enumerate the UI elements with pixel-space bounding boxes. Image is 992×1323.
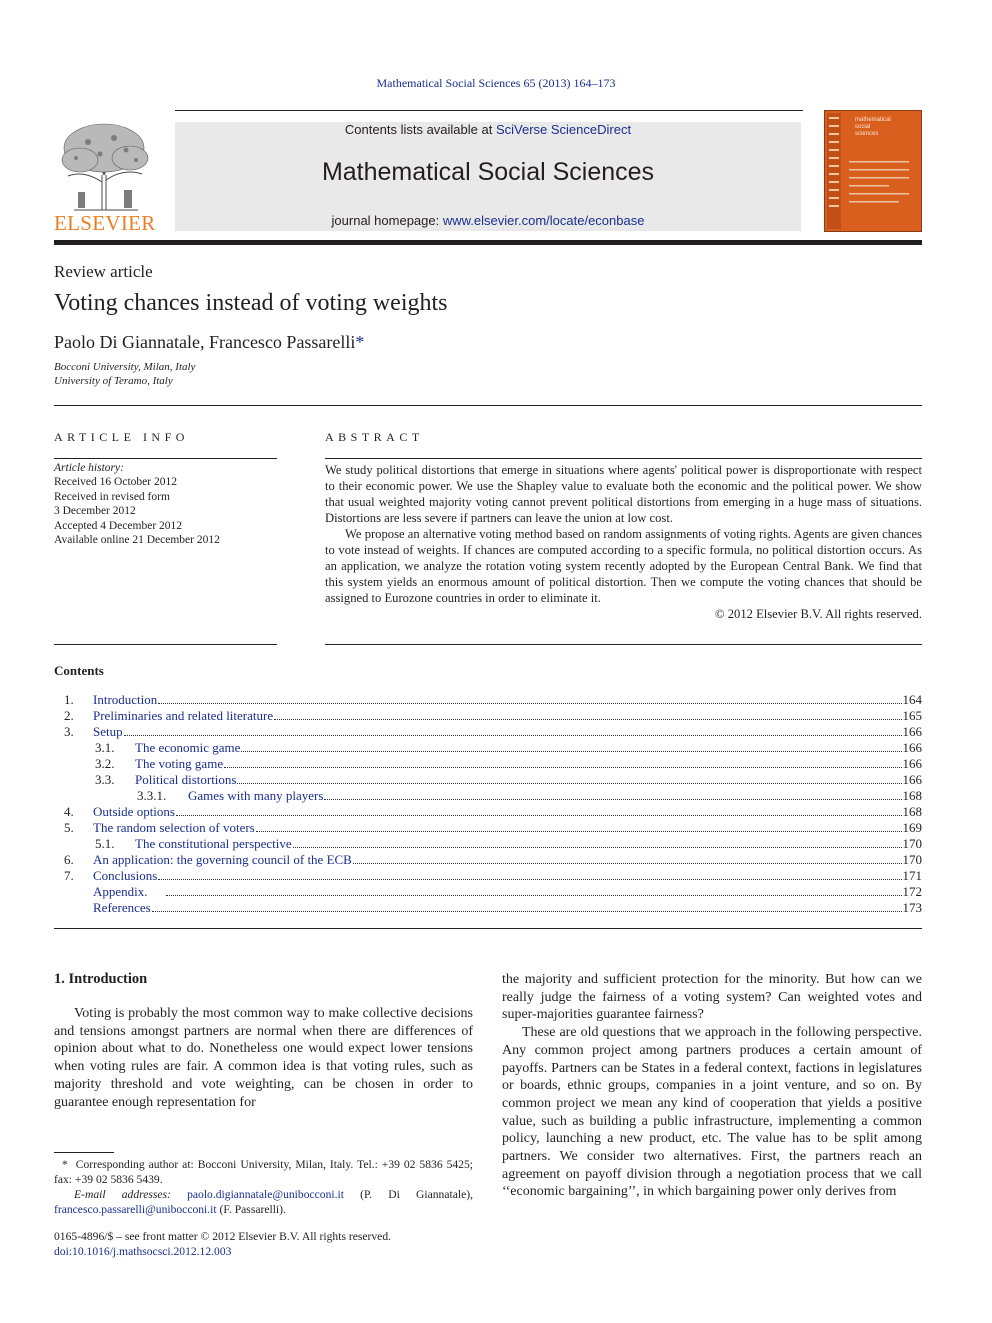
issn-line: 0165-4896/$ – see front matter © 2012 Elsevier B.V. All rights reserved.	[54, 1230, 392, 1243]
toc-row[interactable]	[0, 756, 924, 772]
divider	[54, 644, 277, 645]
toc-row[interactable]	[0, 692, 924, 708]
toc-page: 168	[902, 804, 922, 819]
toc-row[interactable]	[0, 868, 924, 884]
history-line: Received 16 October 2012	[54, 476, 177, 489]
header-top-rule	[175, 110, 803, 111]
sciencedirect-link[interactable]: SciVerse ScienceDirect	[495, 122, 632, 137]
affiliation: University of Teramo, Italy	[54, 375, 173, 387]
abstract-paragraph: We study political distortions that emerge in situations where agents' political power is disproportionate with respect to their economic power. We use the Shapley value to evaluate both the economic and the political power. We show that usual weighted majority voting cannot prevent political distortions from emerging in a huge mass of situations. Distortions are less severe if partners can leave the union at low cost.	[325, 463, 922, 525]
toc-number: 3.2.	[95, 756, 115, 771]
email-label: E-mail addresses:	[74, 1188, 171, 1201]
toc-page: 166	[902, 756, 922, 771]
toc-link[interactable]: The constitutional perspective	[135, 836, 292, 851]
corresponding-author-mark[interactable]: *	[355, 332, 365, 352]
toc-page: 170	[902, 852, 922, 867]
body-paragraph: Voting is probably the most common way to make collective decisions and tensions amongst partners are normal when there are differences of opinion about what to do. Nonetheless one would expect lower tensions when voting rules are fair. A common idea is that voting rules, such as majority threshold and vote weighting, can be chosen in order to guarantee enough representation for	[54, 1006, 473, 1110]
toc-link[interactable]: Conclusions	[93, 868, 158, 883]
contents-available-line: Contents lists available at SciVerse ScienceDirect	[344, 122, 632, 137]
divider	[54, 458, 277, 459]
email-link[interactable]: francesco.passarelli@unibocconi.it	[54, 1203, 217, 1216]
toc-number: 3.3.1.	[137, 788, 167, 803]
toc-link[interactable]: Outside options	[93, 804, 175, 819]
toc-link[interactable]: Games with many players	[188, 788, 324, 803]
article-history-label: Article history:	[54, 462, 124, 474]
body-column-right	[502, 971, 922, 1201]
toc-page: 166	[902, 772, 922, 787]
toc-page: 171	[902, 868, 922, 883]
elsevier-logo-text: ELSEVIER	[54, 211, 156, 235]
toc-page: 168	[902, 788, 922, 803]
toc-page: 164	[902, 692, 922, 707]
toc-number: 3.3.	[95, 772, 115, 787]
toc-row[interactable]	[0, 820, 924, 836]
journal-title: Mathematical Social Sciences	[321, 158, 655, 186]
toc-row[interactable]	[0, 804, 924, 820]
homepage-link[interactable]: www.elsevier.com/locate/econbase	[442, 213, 645, 228]
section-heading-introduction: 1. Introduction	[54, 971, 148, 987]
toc-number: 1.	[64, 692, 74, 707]
toc-number: 5.1.	[95, 836, 115, 851]
abstract-copyright: © 2012 Elsevier B.V. All rights reserved.	[715, 607, 922, 621]
toc-link[interactable]: Setup	[93, 724, 123, 739]
toc-number: 5.	[64, 820, 74, 835]
journal-homepage-line: journal homepage: www.elsevier.com/locate/econbase	[331, 213, 645, 228]
front-matter	[54, 1229, 494, 1259]
footnote-mark: *	[62, 1158, 68, 1171]
divider	[54, 928, 922, 929]
abstract-paragraph: We propose an alternative voting method based on random assignments of voting rights. Agents are given chances to vote instead of weights. If chances are computed according to a specific formula, no political distortion occurs. As an application, we analyze the rotation voting system recently adopted by the European Central Bank. We find that this system yields an enormous amount of political distortion. Then we compute the voting chances that should be assigned to Eurozone countries in order to eliminate it.	[325, 527, 922, 605]
header-thick-rule	[54, 240, 922, 245]
author-list: Paolo Di Giannatale, Francesco Passarelli*	[54, 332, 365, 352]
toc-row[interactable]	[0, 836, 924, 852]
toc-row[interactable]	[0, 724, 924, 740]
toc-page: 170	[902, 836, 922, 851]
toc-link[interactable]: References	[93, 900, 151, 915]
abstract-body	[325, 462, 922, 622]
history-line: Available online 21 December 2012	[54, 534, 220, 547]
toc-number: 7.	[64, 868, 74, 883]
toc-number: 2.	[64, 708, 74, 723]
footnote-rule	[54, 1152, 114, 1153]
toc-link[interactable]: An application: the governing council of the ECB	[93, 852, 352, 867]
article-title: Voting chances instead of voting weights	[54, 290, 448, 316]
history-line: Accepted 4 December 2012	[54, 519, 183, 532]
toc-page: 166	[902, 724, 922, 739]
toc-number: 6.	[64, 852, 74, 867]
body-paragraph: These are old questions that we approach in the following perspective. Any common project among partners produces a certain amount of payoffs. Partners can be States in a federal context, factions in legislatures or boards, ethnic groups, companies in a joint venture, and so on. By common project we mean any kind of cooperation that yields a positive value, such as building a public infrastructure, implementing a common policy, launching a new product, etc. The value has to be split among partners. We consider two alternatives. First, the partners reach an agreement on payoff division through a negotiation process that we call ‘‘economic bargaining’’, in which bargaining power only derives from	[502, 1025, 922, 1200]
toc-page: 165	[902, 708, 922, 723]
toc-row[interactable]	[0, 900, 924, 916]
toc-page: 173	[902, 900, 922, 915]
toc-link[interactable]: The economic game	[135, 740, 241, 755]
toc-row[interactable]	[0, 740, 924, 756]
history-line: Received in revised form	[54, 490, 170, 503]
toc-link[interactable]: Preliminaries and related literature	[93, 708, 274, 723]
divider	[54, 405, 922, 406]
toc-link[interactable]: Appendix.	[93, 884, 148, 899]
divider	[325, 644, 922, 645]
toc-row[interactable]	[0, 772, 924, 788]
cover-title: mathematical social sciences	[855, 117, 891, 137]
affiliation: Bocconi University, Milan, Italy	[54, 361, 196, 373]
toc-link[interactable]: The voting game	[135, 756, 224, 771]
toc-number: 4.	[64, 804, 74, 819]
body-paragraph: the majority and sufficient protection for the minority. But how can we really judge the fairness of a voting system? Can weighted votes and super-majorities guarantee fairness?	[502, 972, 922, 1023]
email-link[interactable]: paolo.digiannatale@unibocconi.it	[187, 1188, 344, 1201]
toc-number: 3.1.	[95, 740, 115, 755]
abstract-heading: ABSTRACT	[325, 430, 424, 444]
toc-link[interactable]: Introduction	[93, 692, 158, 707]
doi-link[interactable]: doi:10.1016/j.mathsocsci.2012.12.003	[54, 1245, 232, 1258]
toc-row[interactable]	[0, 884, 924, 900]
toc-row[interactable]	[0, 852, 924, 868]
toc-link[interactable]: Political distortions	[135, 772, 237, 787]
toc-page: 169	[902, 820, 922, 835]
body-column-left	[54, 1005, 473, 1111]
toc-page: 166	[902, 740, 922, 755]
corresponding-author-footnote: * Corresponding author at: Bocconi University, Milan, Italy. Tel.: +39 02 5836 5425; fax: +39 02 5836 5439. E-mail addresses: paolo.digiannatale@unibocconi.it (P. Di Giannatale), francesco.passarelli@unibocconi.it (F. Passarelli).	[54, 1158, 473, 1216]
toc-link[interactable]: The random selection of voters	[93, 820, 255, 835]
contents-heading: Contents	[54, 663, 104, 678]
toc-page: 172	[902, 884, 922, 899]
article-history	[54, 461, 220, 547]
toc-row[interactable]	[0, 788, 924, 804]
article-type: Review article	[54, 262, 153, 281]
journal-cover-icon	[824, 110, 922, 232]
toc-number: 3.	[64, 724, 74, 739]
journal-reference[interactable]: Mathematical Social Sciences 65 (2013) 164–173	[376, 76, 616, 90]
article-info-heading: ARTICLE INFO	[54, 430, 189, 444]
toc-row[interactable]	[0, 708, 924, 724]
history-line: 3 December 2012	[54, 505, 136, 518]
divider	[325, 458, 922, 459]
